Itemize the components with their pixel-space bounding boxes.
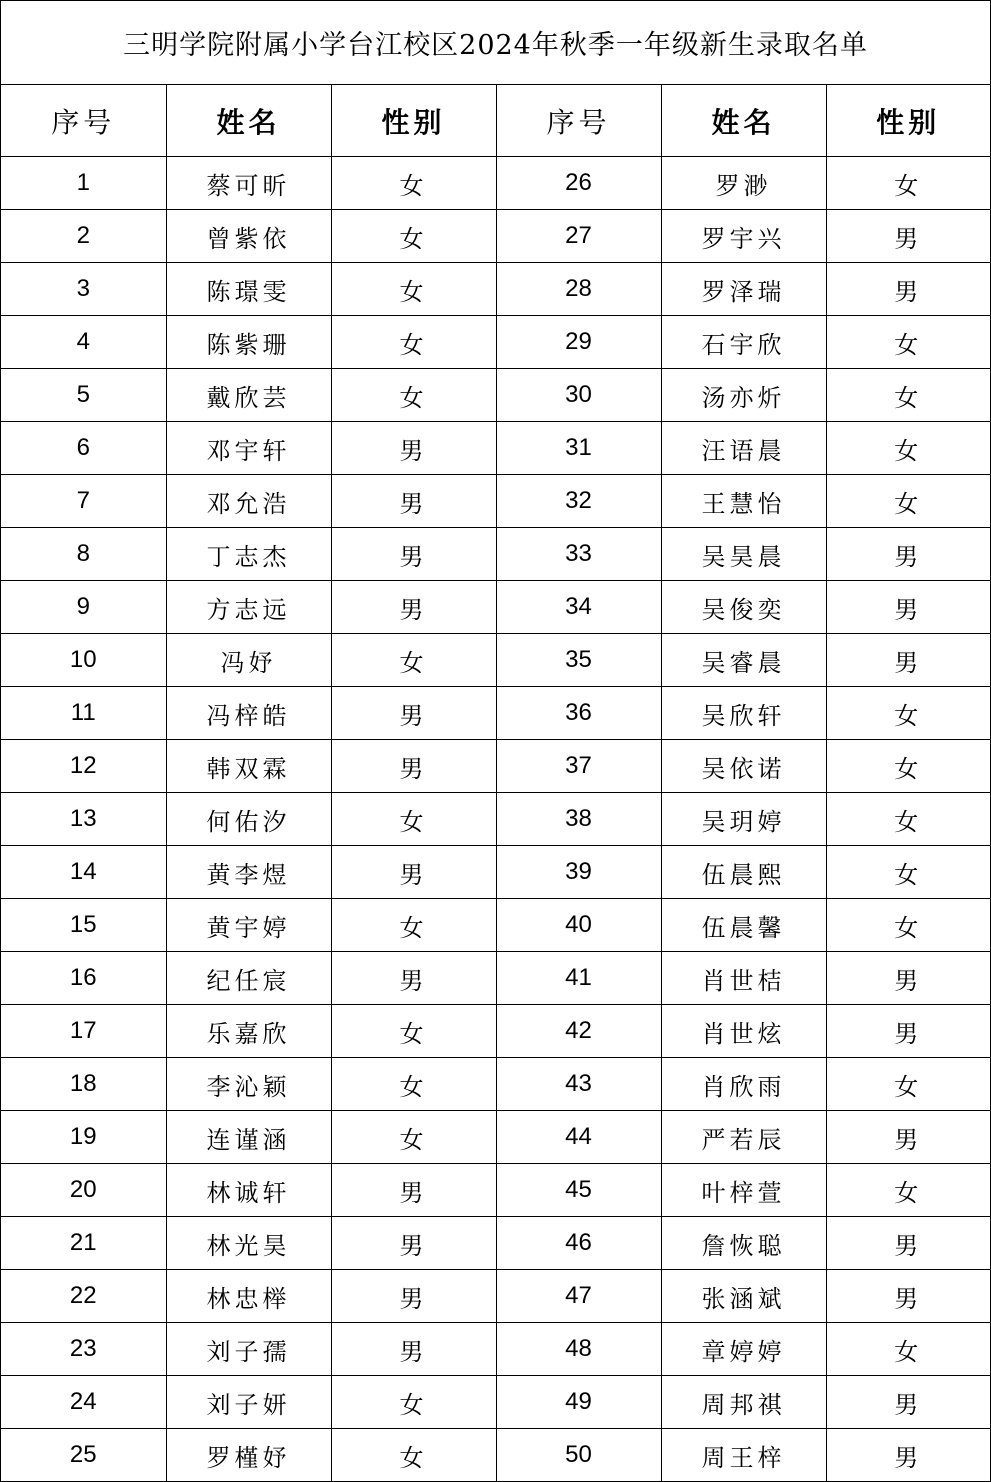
header-row — [1, 85, 990, 157]
document-title: 三明学院附属小学台江校区2024年秋季一年级新生录取名单 — [1, 1, 990, 85]
gender-cell: 女 — [826, 899, 990, 952]
gender-cell: 男 — [331, 475, 496, 528]
name-cell: 林光昊 — [166, 1217, 331, 1270]
gender-cell: 女 — [331, 263, 496, 316]
serial-cell: 50 — [496, 1429, 661, 1482]
serial-cell: 22 — [1, 1270, 166, 1323]
header-gender-left: 性别 — [331, 85, 496, 157]
gender-cell: 男 — [331, 740, 496, 793]
table-row — [1, 1164, 990, 1217]
serial-cell: 26 — [496, 157, 661, 210]
table-row — [1, 740, 990, 793]
gender-cell: 女 — [826, 1323, 990, 1376]
gender-cell: 男 — [826, 1270, 990, 1323]
serial-cell: 25 — [1, 1429, 166, 1482]
serial-cell: 39 — [496, 846, 661, 899]
serial-cell: 36 — [496, 687, 661, 740]
name-cell: 罗宇兴 — [661, 210, 826, 263]
gender-cell: 男 — [331, 581, 496, 634]
gender-cell: 男 — [826, 1111, 990, 1164]
gender-cell: 男 — [331, 1217, 496, 1270]
name-cell: 韩双霖 — [166, 740, 331, 793]
name-cell: 肖世炫 — [661, 1005, 826, 1058]
serial-cell: 15 — [1, 899, 166, 952]
gender-cell: 女 — [331, 1376, 496, 1429]
name-cell: 邓允浩 — [166, 475, 331, 528]
gender-cell: 男 — [331, 1270, 496, 1323]
serial-cell: 8 — [1, 528, 166, 581]
name-cell: 汤亦炘 — [661, 369, 826, 422]
serial-cell: 10 — [1, 634, 166, 687]
gender-cell: 男 — [826, 1376, 990, 1429]
gender-cell: 女 — [826, 475, 990, 528]
name-cell: 石宇欣 — [661, 316, 826, 369]
name-cell: 罗槿妤 — [166, 1429, 331, 1482]
gender-cell: 女 — [826, 316, 990, 369]
serial-cell: 46 — [496, 1217, 661, 1270]
table-row — [1, 1323, 990, 1376]
name-cell: 陈紫珊 — [166, 316, 331, 369]
name-cell: 吴依诺 — [661, 740, 826, 793]
serial-cell: 49 — [496, 1376, 661, 1429]
gender-cell: 女 — [331, 1005, 496, 1058]
serial-cell: 27 — [496, 210, 661, 263]
serial-cell: 41 — [496, 952, 661, 1005]
table-row — [1, 157, 990, 210]
name-cell: 詹恢聪 — [661, 1217, 826, 1270]
serial-cell: 37 — [496, 740, 661, 793]
table-row — [1, 528, 990, 581]
serial-cell: 7 — [1, 475, 166, 528]
serial-cell: 3 — [1, 263, 166, 316]
name-cell: 罗渺 — [661, 157, 826, 210]
name-cell: 冯妤 — [166, 634, 331, 687]
serial-cell: 16 — [1, 952, 166, 1005]
table-row — [1, 210, 990, 263]
table-row — [1, 793, 990, 846]
gender-cell: 男 — [826, 581, 990, 634]
table-row — [1, 1270, 990, 1323]
serial-cell: 31 — [496, 422, 661, 475]
header-name-right: 姓名 — [661, 85, 826, 157]
gender-cell: 男 — [331, 1323, 496, 1376]
gender-cell: 男 — [331, 1164, 496, 1217]
table-row — [1, 581, 990, 634]
serial-cell: 12 — [1, 740, 166, 793]
name-cell: 吴睿晨 — [661, 634, 826, 687]
serial-cell: 5 — [1, 369, 166, 422]
serial-cell: 11 — [1, 687, 166, 740]
gender-cell: 女 — [826, 846, 990, 899]
table-row — [1, 1217, 990, 1270]
name-cell: 黄李煜 — [166, 846, 331, 899]
header-gender-right: 性别 — [826, 85, 990, 157]
gender-cell: 男 — [826, 528, 990, 581]
gender-cell: 女 — [331, 1429, 496, 1482]
serial-cell: 2 — [1, 210, 166, 263]
table-row — [1, 899, 990, 952]
name-cell: 王慧怡 — [661, 475, 826, 528]
serial-cell: 19 — [1, 1111, 166, 1164]
gender-cell: 男 — [826, 1005, 990, 1058]
table-row — [1, 1111, 990, 1164]
gender-cell: 男 — [826, 1217, 990, 1270]
serial-cell: 48 — [496, 1323, 661, 1376]
gender-cell: 女 — [331, 1058, 496, 1111]
serial-cell: 21 — [1, 1217, 166, 1270]
serial-cell: 30 — [496, 369, 661, 422]
table-row — [1, 263, 990, 316]
gender-cell: 男 — [826, 634, 990, 687]
gender-cell: 女 — [331, 634, 496, 687]
gender-cell: 男 — [331, 687, 496, 740]
serial-cell: 18 — [1, 1058, 166, 1111]
name-cell: 曾紫依 — [166, 210, 331, 263]
gender-cell: 女 — [826, 740, 990, 793]
name-cell: 叶梓萱 — [661, 1164, 826, 1217]
name-cell: 乐嘉欣 — [166, 1005, 331, 1058]
gender-cell: 女 — [331, 316, 496, 369]
table-row — [1, 1429, 990, 1482]
serial-cell: 32 — [496, 475, 661, 528]
name-cell: 周邦祺 — [661, 1376, 826, 1429]
gender-cell: 男 — [331, 952, 496, 1005]
name-cell: 罗泽瑞 — [661, 263, 826, 316]
gender-cell: 女 — [826, 157, 990, 210]
gender-cell: 女 — [826, 793, 990, 846]
header-name-left: 姓名 — [166, 85, 331, 157]
serial-cell: 4 — [1, 316, 166, 369]
gender-cell: 男 — [826, 1429, 990, 1482]
header-serial-right: 序号 — [496, 85, 661, 157]
name-cell: 吴昊晨 — [661, 528, 826, 581]
serial-cell: 40 — [496, 899, 661, 952]
table-row — [1, 369, 990, 422]
gender-cell: 女 — [331, 899, 496, 952]
gender-cell: 女 — [331, 210, 496, 263]
serial-cell: 17 — [1, 1005, 166, 1058]
table-row — [1, 1058, 990, 1111]
name-cell: 林诚轩 — [166, 1164, 331, 1217]
admission-table — [1, 85, 990, 1481]
name-cell: 吴俊奕 — [661, 581, 826, 634]
serial-cell: 29 — [496, 316, 661, 369]
gender-cell: 男 — [331, 422, 496, 475]
name-cell: 蔡可昕 — [166, 157, 331, 210]
name-cell: 刘子妍 — [166, 1376, 331, 1429]
serial-cell: 34 — [496, 581, 661, 634]
name-cell: 方志远 — [166, 581, 331, 634]
name-cell: 何佑汐 — [166, 793, 331, 846]
name-cell: 吴欣轩 — [661, 687, 826, 740]
serial-cell: 43 — [496, 1058, 661, 1111]
serial-cell: 6 — [1, 422, 166, 475]
gender-cell: 男 — [331, 528, 496, 581]
serial-cell: 24 — [1, 1376, 166, 1429]
name-cell: 伍晨馨 — [661, 899, 826, 952]
table-row — [1, 316, 990, 369]
gender-cell: 女 — [331, 157, 496, 210]
serial-cell: 13 — [1, 793, 166, 846]
name-cell: 连谨涵 — [166, 1111, 331, 1164]
gender-cell: 男 — [331, 846, 496, 899]
table-row — [1, 1376, 990, 1429]
serial-cell: 42 — [496, 1005, 661, 1058]
gender-cell: 女 — [826, 1058, 990, 1111]
serial-cell: 14 — [1, 846, 166, 899]
name-cell: 章婷婷 — [661, 1323, 826, 1376]
name-cell: 刘子孺 — [166, 1323, 331, 1376]
serial-cell: 20 — [1, 1164, 166, 1217]
serial-cell: 23 — [1, 1323, 166, 1376]
serial-cell: 35 — [496, 634, 661, 687]
table-row — [1, 952, 990, 1005]
table-row — [1, 846, 990, 899]
table-row — [1, 687, 990, 740]
name-cell: 李沁颖 — [166, 1058, 331, 1111]
gender-cell: 男 — [826, 952, 990, 1005]
name-cell: 严若辰 — [661, 1111, 826, 1164]
name-cell: 吴玥婷 — [661, 793, 826, 846]
gender-cell: 男 — [826, 263, 990, 316]
name-cell: 肖世桔 — [661, 952, 826, 1005]
gender-cell: 女 — [826, 687, 990, 740]
gender-cell: 女 — [826, 369, 990, 422]
name-cell: 黄宇婷 — [166, 899, 331, 952]
gender-cell: 女 — [331, 1111, 496, 1164]
serial-cell: 33 — [496, 528, 661, 581]
name-cell: 林忠榉 — [166, 1270, 331, 1323]
serial-cell: 1 — [1, 157, 166, 210]
name-cell: 肖欣雨 — [661, 1058, 826, 1111]
name-cell: 伍晨熙 — [661, 846, 826, 899]
name-cell: 周王梓 — [661, 1429, 826, 1482]
name-cell: 张涵斌 — [661, 1270, 826, 1323]
header-serial-left: 序号 — [1, 85, 166, 157]
name-cell: 冯梓皓 — [166, 687, 331, 740]
name-cell: 邓宇轩 — [166, 422, 331, 475]
serial-cell: 47 — [496, 1270, 661, 1323]
name-cell: 丁志杰 — [166, 528, 331, 581]
name-cell: 汪语晨 — [661, 422, 826, 475]
serial-cell: 9 — [1, 581, 166, 634]
table-row — [1, 1005, 990, 1058]
gender-cell: 男 — [826, 210, 990, 263]
name-cell: 戴欣芸 — [166, 369, 331, 422]
serial-cell: 45 — [496, 1164, 661, 1217]
table-row — [1, 475, 990, 528]
gender-cell: 女 — [331, 369, 496, 422]
gender-cell: 女 — [331, 793, 496, 846]
name-cell: 陈璟雯 — [166, 263, 331, 316]
gender-cell: 女 — [826, 422, 990, 475]
gender-cell: 女 — [826, 1164, 990, 1217]
table-row — [1, 634, 990, 687]
name-cell: 纪任宸 — [166, 952, 331, 1005]
table-row — [1, 422, 990, 475]
serial-cell: 38 — [496, 793, 661, 846]
serial-cell: 44 — [496, 1111, 661, 1164]
serial-cell: 28 — [496, 263, 661, 316]
